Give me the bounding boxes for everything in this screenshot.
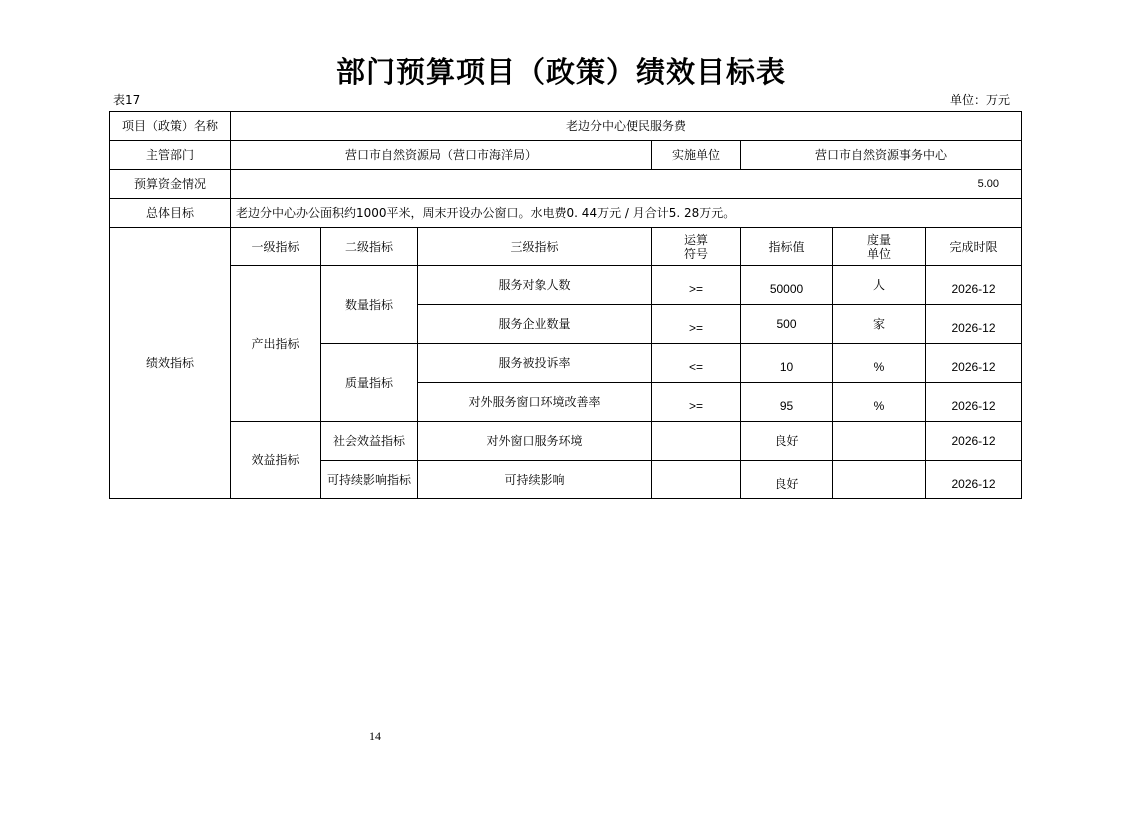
header-deadline: 完成时限	[926, 228, 1022, 266]
row-unit: 人	[833, 266, 926, 305]
header-row	[110, 228, 1022, 266]
performance-table	[109, 111, 1022, 499]
row-l3: 可持续影响	[418, 461, 652, 499]
row-deadline: 2026-12	[926, 383, 1022, 422]
row-unit: 家	[833, 305, 926, 344]
goal-label: 总体目标	[110, 199, 231, 228]
row-unit: %	[833, 383, 926, 422]
dept-label: 主管部门	[110, 141, 231, 170]
row-op: <=	[652, 344, 741, 383]
header-operator: 运算 符号	[652, 228, 741, 266]
row-unit	[833, 422, 926, 461]
budget-value: 5.00	[231, 170, 1022, 199]
header-unit: 度量 单位	[833, 228, 926, 266]
budget-label: 预算资金情况	[110, 170, 231, 199]
row-value: 10	[741, 344, 833, 383]
row-op	[652, 461, 741, 499]
goal-value: 老边分中心办公面积约1000平米，周末开设办公窗口。水电费0. 44万元 / 月合计5. 28万元。	[231, 199, 1022, 228]
group-quantity: 数量指标	[321, 266, 418, 344]
group-social: 社会效益指标	[321, 422, 418, 461]
group-sustain: 可持续影响指标	[321, 461, 418, 499]
row-l3: 服务对象人数	[418, 266, 652, 305]
page-number: 14	[369, 729, 381, 743]
row-op: >=	[652, 266, 741, 305]
row-op: >=	[652, 305, 741, 344]
group-quality: 质量指标	[321, 344, 418, 422]
row-unit	[833, 461, 926, 499]
row-value: 95	[741, 383, 833, 422]
dept-row	[110, 141, 1022, 170]
header-value: 指标值	[741, 228, 833, 266]
group-output: 产出指标	[231, 266, 321, 422]
table-row	[110, 422, 1022, 461]
goal-row	[110, 199, 1022, 228]
dept-value: 营口市自然资源局（营口市海洋局）	[231, 141, 652, 170]
row-l3: 服务被投诉率	[418, 344, 652, 383]
project-row	[110, 112, 1022, 141]
row-value: 良好	[741, 461, 833, 499]
row-value: 50000	[741, 266, 833, 305]
row-deadline: 2026-12	[926, 461, 1022, 499]
impl-value: 营口市自然资源事务中心	[741, 141, 1022, 170]
row-deadline: 2026-12	[926, 422, 1022, 461]
unit-label: 单位：万元	[949, 93, 1010, 107]
header-level3: 三级指标	[418, 228, 652, 266]
row-deadline: 2026-12	[926, 344, 1022, 383]
row-value: 良好	[741, 422, 833, 461]
row-deadline: 2026-12	[926, 305, 1022, 344]
budget-row	[110, 170, 1022, 199]
page-title: 部门预算项目（政策）绩效目标表	[335, 55, 786, 89]
project-label: 项目（政策）名称	[110, 112, 231, 141]
header-level1: 一级指标	[231, 228, 321, 266]
row-op: >=	[652, 383, 741, 422]
header-level2: 二级指标	[321, 228, 418, 266]
project-value: 老边分中心便民服务费	[231, 112, 1022, 141]
row-unit: %	[833, 344, 926, 383]
row-l3: 服务企业数量	[418, 305, 652, 344]
table-number: 表17	[113, 93, 141, 107]
row-op	[652, 422, 741, 461]
table-row	[110, 266, 1022, 305]
group-benefit: 效益指标	[231, 422, 321, 499]
row-l3: 对外服务窗口环境改善率	[418, 383, 652, 422]
impl-label: 实施单位	[652, 141, 741, 170]
row-deadline: 2026-12	[926, 266, 1022, 305]
row-l3: 对外窗口服务环境	[418, 422, 652, 461]
row-value: 500	[741, 305, 833, 344]
perf-label: 绩效指标	[110, 228, 231, 499]
